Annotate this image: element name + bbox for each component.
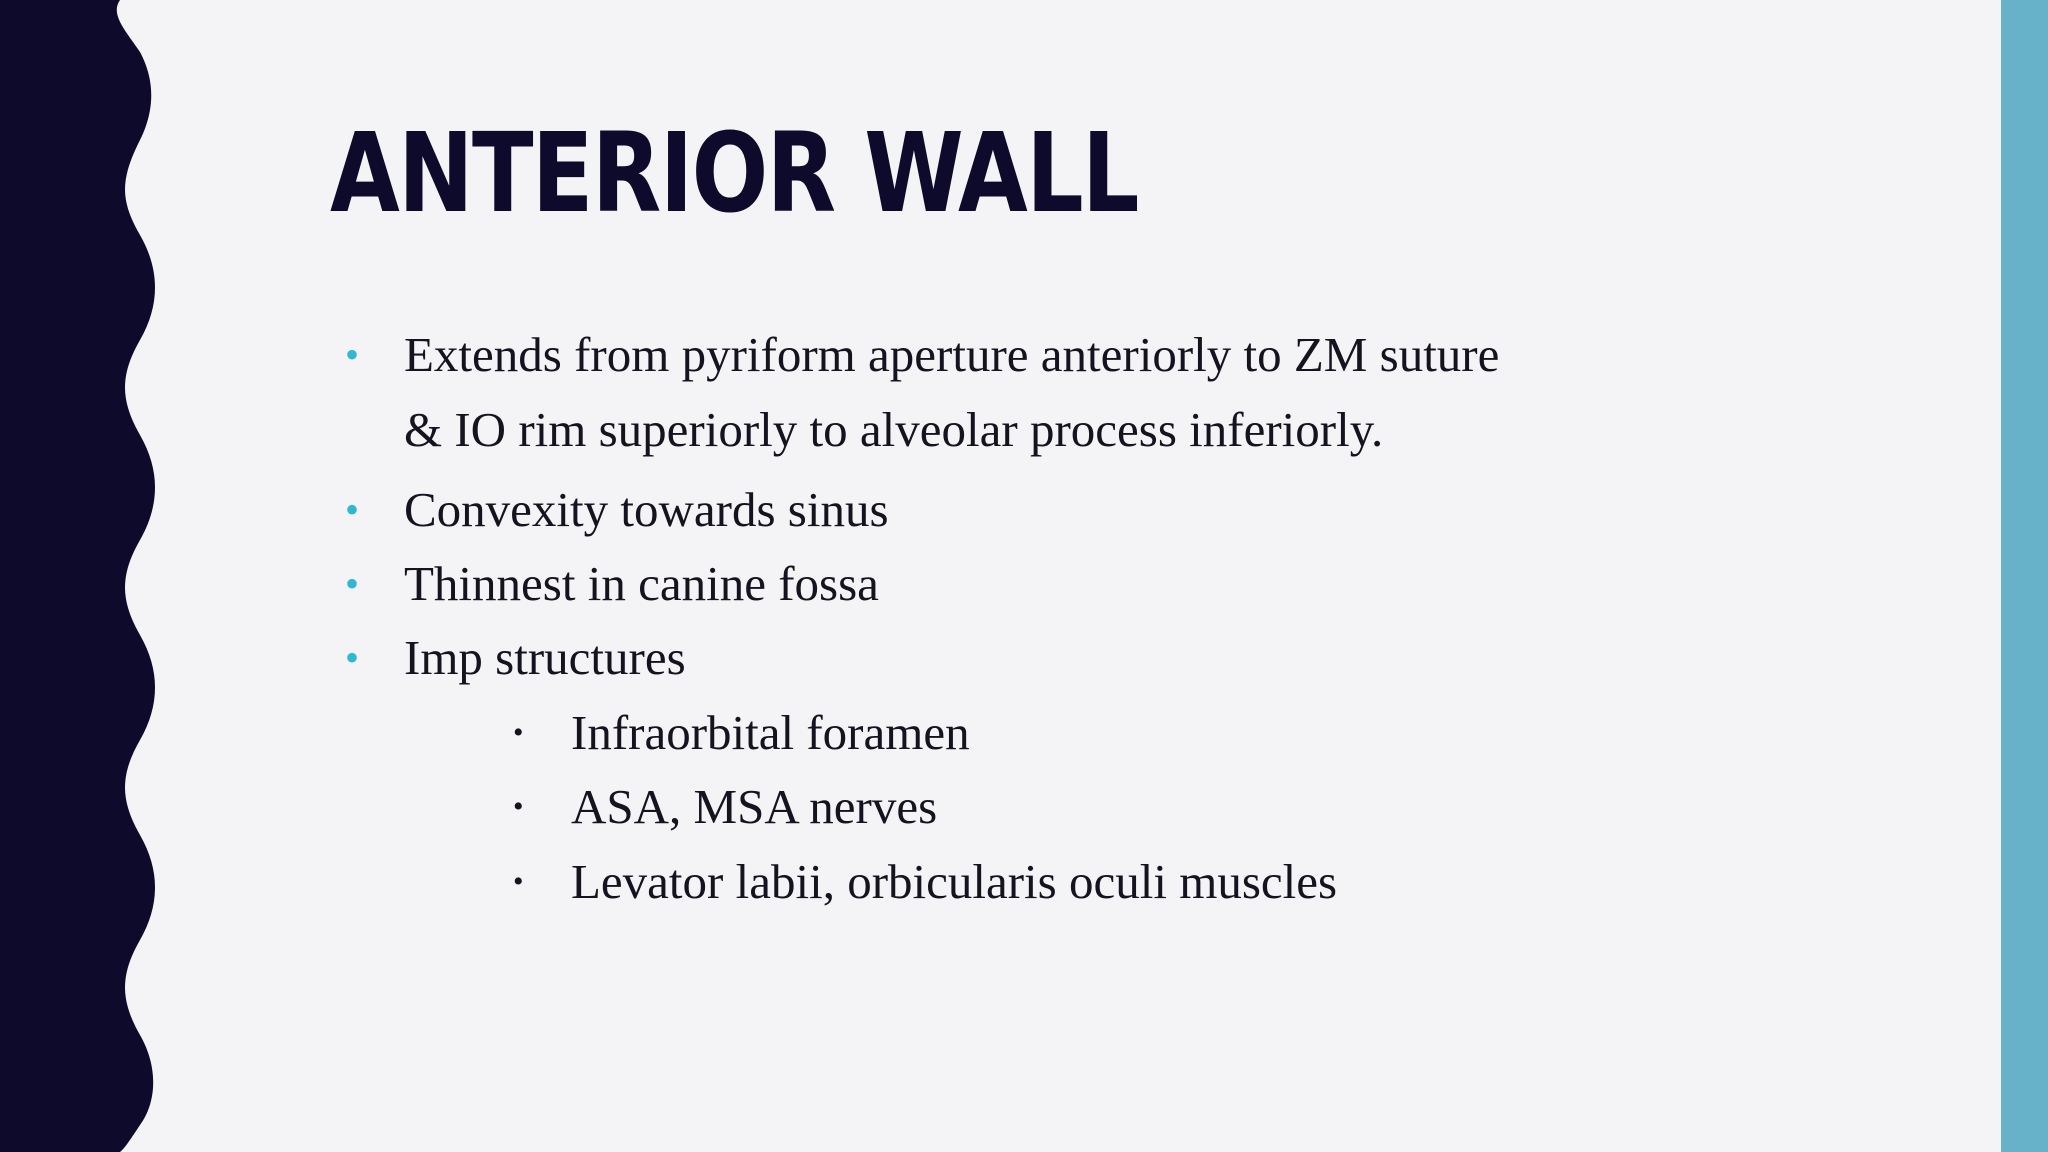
bullet-dot-icon: • [345,635,360,680]
sub-bullet-dot-icon: • [513,716,524,749]
bullet-dot-icon: • [345,332,360,377]
sub-bullet-dot-icon: • [513,865,524,898]
sub-bullet-dot-icon: • [513,790,524,823]
bullet-text: & IO rim superiorly to alveolar process inferiorly. [404,402,1384,457]
bullet-text: Extends from pyriform aperture anteriorly to ZM suture [404,327,1500,382]
bullet-dot-icon: • [345,561,360,606]
bullet-text: Convexity towards sinus [404,482,889,537]
bullet-dot-icon: • [345,487,360,532]
sub-bullet-text: ASA, MSA nerves [571,779,938,834]
sub-bullet-text: Levator labii, orbicularis oculi muscles [571,854,1338,909]
bullet-text: Imp structures [404,630,686,685]
slide-title: ANTERIOR WALL [330,109,1138,237]
sub-bullet-text: Infraorbital foramen [571,705,970,760]
bullet-text: Thinnest in canine fossa [404,556,879,611]
